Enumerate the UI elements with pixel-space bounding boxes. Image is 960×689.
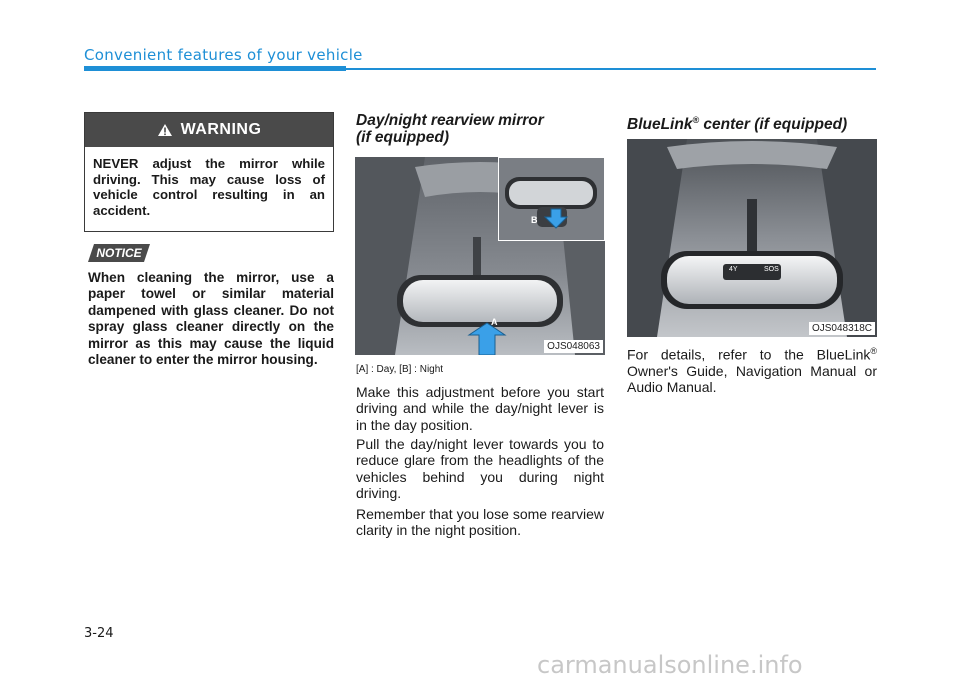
bluelink-button-left: 4Y — [729, 266, 738, 273]
section-title: Convenient features of your vehicle — [84, 46, 363, 64]
notice-badge — [88, 244, 150, 262]
mirror-illustration — [355, 157, 605, 355]
bluelink-heading-brand: BlueLink — [627, 116, 693, 134]
notice-label: NOTICE — [96, 246, 142, 260]
watermark[interactable]: carmanualsonline.info — [537, 651, 803, 679]
notice-text: When cleaning the mirror, use a paper towel or similar material dampened with glass cleaner. Do not spray glass cleaner directly on the mirror as this may cause the liquid cleaner to enter the mirror housing. — [88, 270, 334, 368]
bluelink-button-right: SOS — [764, 266, 779, 273]
warning-header — [85, 113, 333, 147]
mirror-paragraph-3: Remember that you lose some rearview clarity in the night position. — [356, 506, 604, 539]
bluelink-figure-code: OJS048318C — [809, 322, 875, 335]
mirror-label-b: B — [531, 215, 538, 225]
warning-title: WARNING — [180, 121, 262, 138]
bluelink-text-reg: ® — [870, 346, 877, 356]
mirror-heading — [356, 112, 606, 146]
mirror-heading-line2: (if equipped) — [356, 129, 449, 146]
bluelink-text-part1: For details, refer to the BlueLink — [627, 346, 871, 363]
mirror-caption: [A] : Day, [B] : Night — [356, 364, 444, 375]
bluelink-text — [627, 343, 877, 396]
bluelink-text-part2: Owner's Guide, Navigation Manual or Audio Manual. — [627, 362, 877, 396]
mirror-paragraph-2: Pull the day/night lever towards you to reduce glare from the headlights of the vehicles behind you during night driving. — [356, 436, 604, 501]
mirror-figure-code: OJS048063 — [544, 340, 603, 353]
bluelink-heading-rest: center (if equipped) — [699, 116, 848, 134]
mirror-paragraph-1: Make this adjustment before you start driving and while the day/night lever is in the day position. — [356, 384, 604, 433]
header-rule-thick — [84, 66, 346, 71]
header-rule-thin — [346, 68, 876, 70]
mirror-label-a: A — [491, 317, 498, 327]
page-number: 3-24 — [84, 626, 114, 641]
bluelink-heading-reg: ® — [692, 115, 700, 125]
warning-box — [84, 112, 334, 232]
bluelink-heading — [627, 112, 887, 133]
warning-triangle-icon — [157, 123, 173, 137]
warning-text: NEVER adjust the mirror while driving. This may cause loss of vehicle control resulting in an accident. — [93, 156, 325, 218]
bluelink-mirror-illustration — [627, 139, 877, 337]
mirror-heading-line1: Day/night rearview mirror — [356, 112, 544, 129]
